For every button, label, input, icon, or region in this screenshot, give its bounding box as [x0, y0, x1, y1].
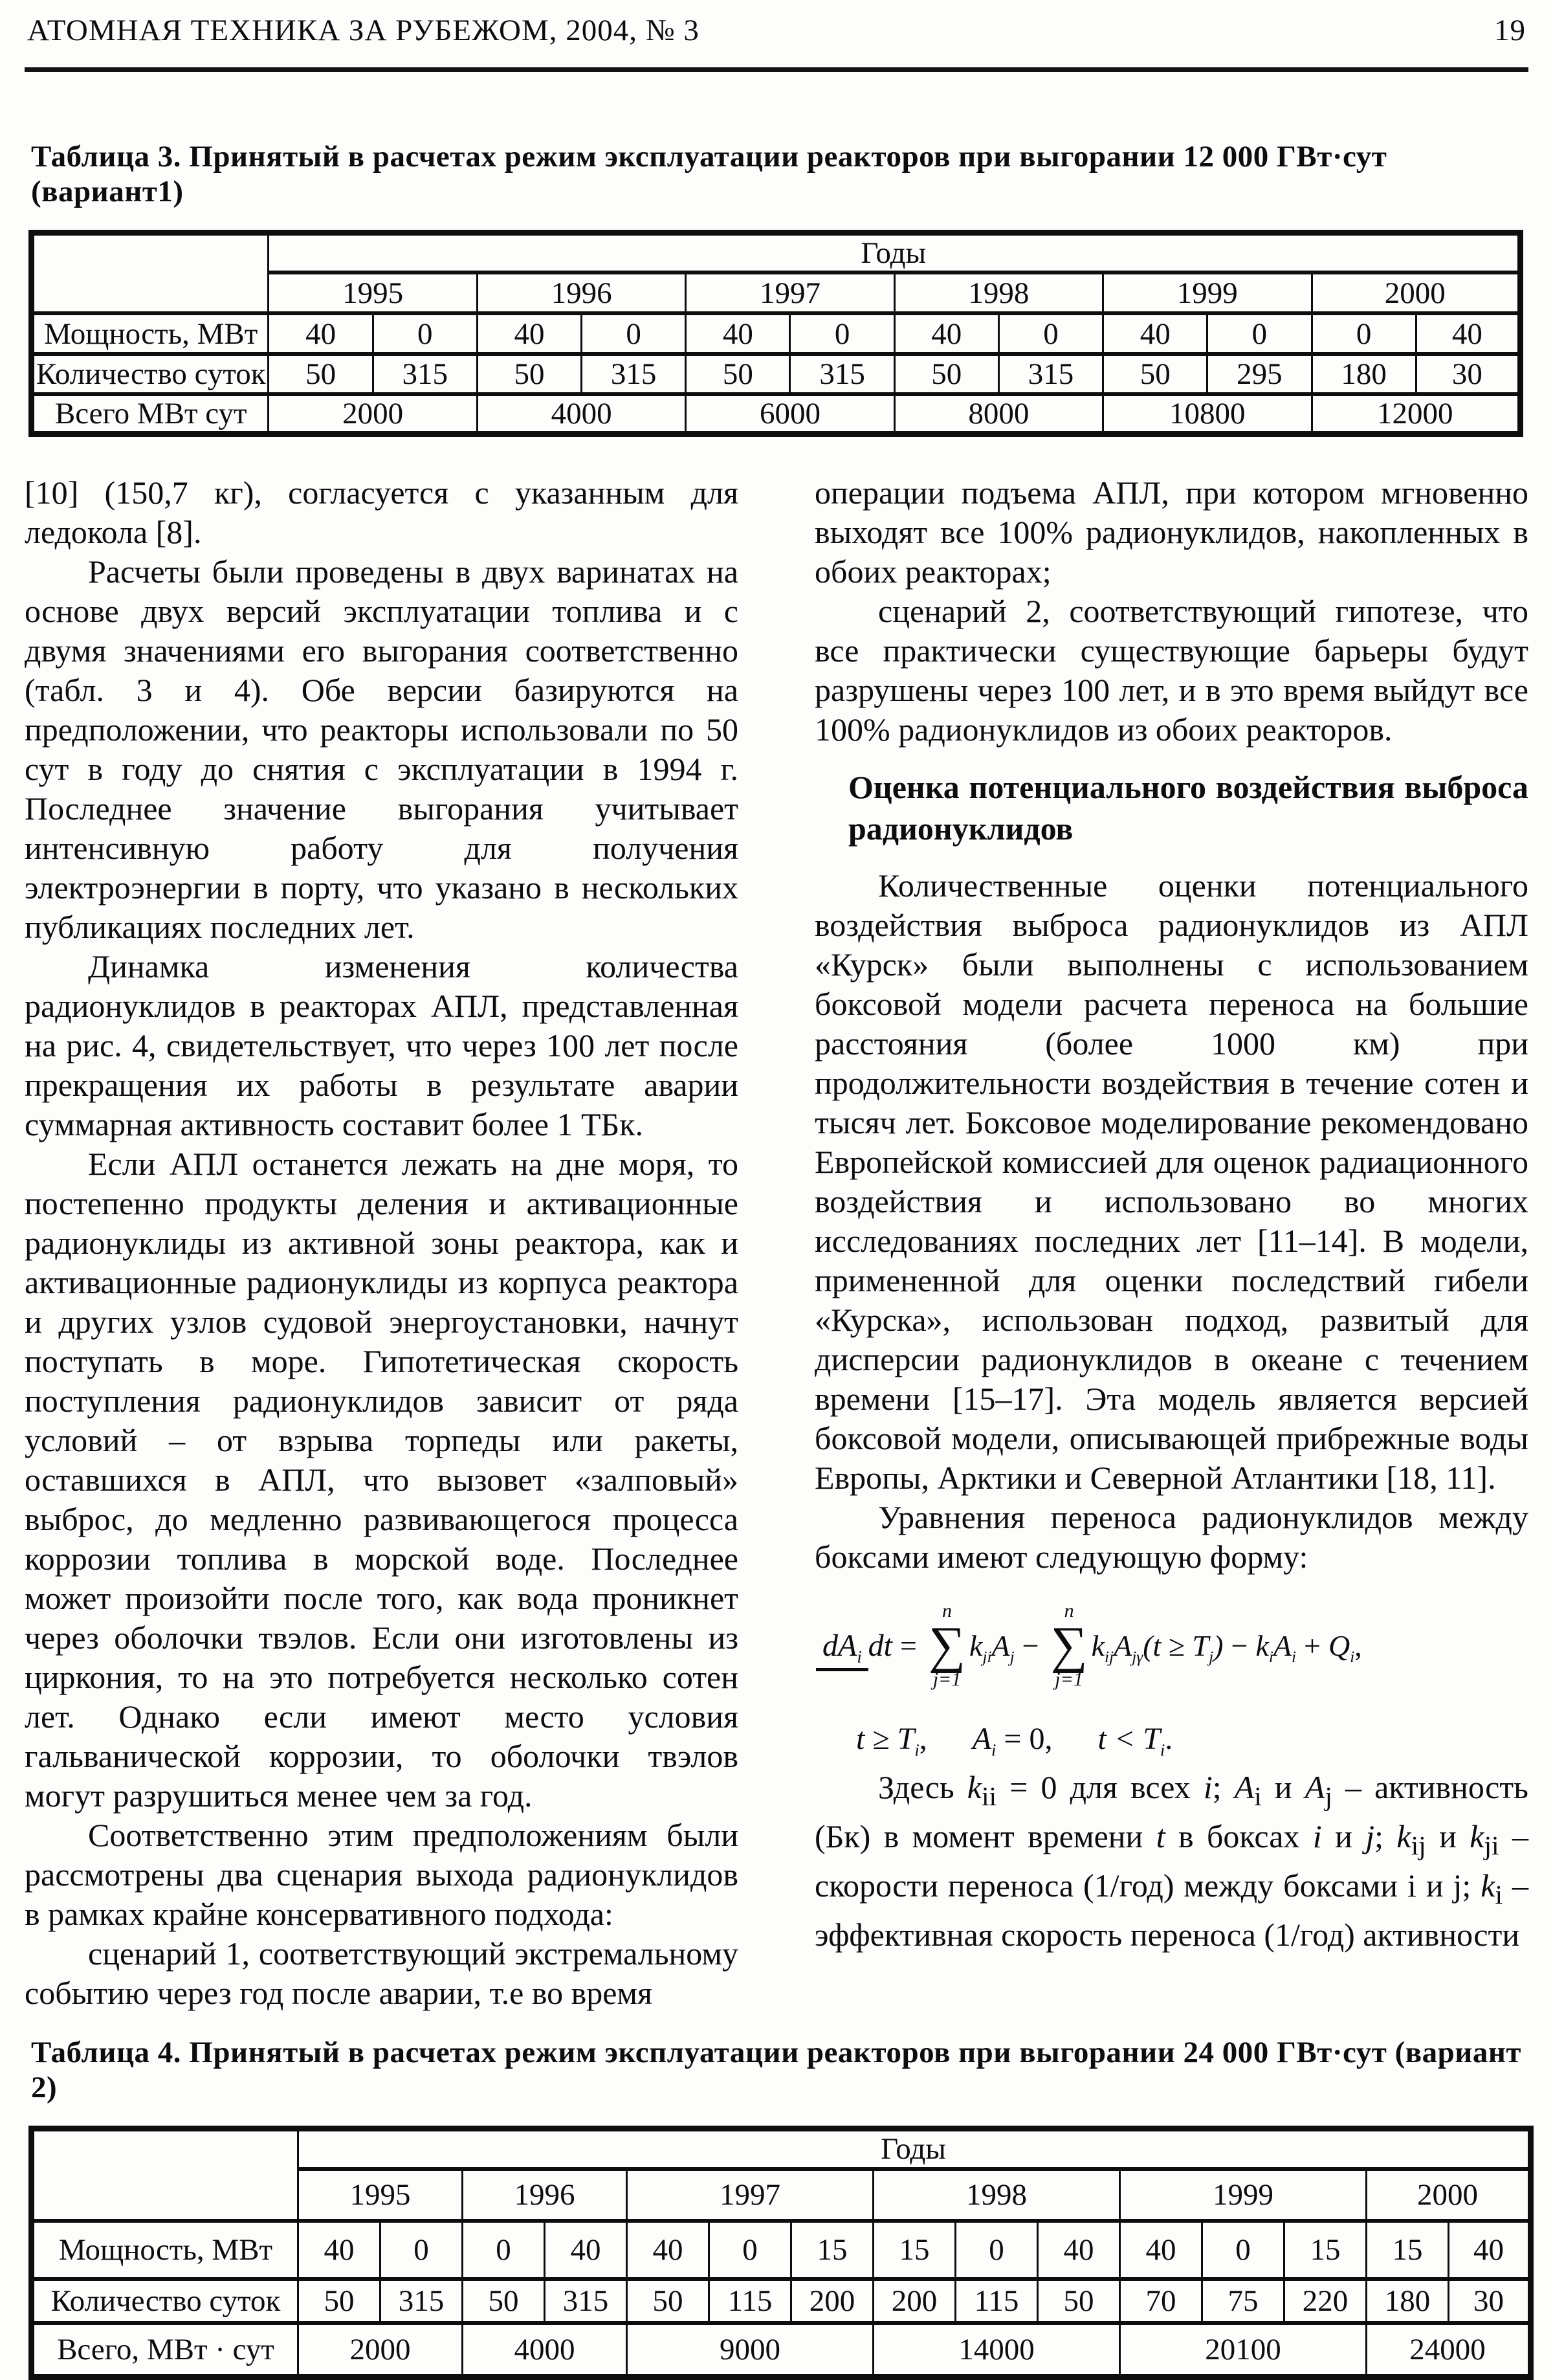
table-cell: 40 — [298, 2221, 380, 2279]
equation-line-1 — [816, 1601, 1528, 1689]
term-kij-ajy: $k_{ij}A_{j\gamma}$ — [1091, 1629, 1143, 1666]
table-cell: 40 — [1416, 313, 1520, 354]
page-number: 19 — [1494, 14, 1526, 47]
table-cell: 8000 — [894, 394, 1103, 434]
table-cell: 2000 — [269, 394, 477, 434]
table-cell: 0 — [373, 313, 477, 354]
table-cell: 0 — [709, 2221, 791, 2279]
row-label: Количество суток — [32, 2279, 298, 2323]
row-label: Количество суток — [32, 354, 269, 394]
table-row — [32, 2221, 1531, 2279]
table-cell: 15 — [874, 2221, 956, 2279]
year-cell: 1999 — [1103, 272, 1312, 313]
minus-sign: − — [1231, 1629, 1248, 1662]
table-cell: 40 — [1449, 2221, 1531, 2279]
table-cell: 30 — [1416, 354, 1520, 394]
table-row — [32, 2279, 1531, 2323]
sum-operator: n ∑ j=1 — [928, 1600, 965, 1690]
term-ki-ai: $k_iA_i$ — [1255, 1629, 1297, 1666]
paragraph: Расчеты были проведены в двух варинатах на основе двух версий эксплуатации топлива и с двумя значениями его выгорания соответственно (табл. 3 и 4). Обе версии базируются на предположении, что реакторы использовали по 50 сут в году до снятия с эксплуатации в 1994 г. Последнее значение выгорания учитывает интенсивную работу для получения электроэнергии в порту, что указано в нескольких публикациях последних лет. — [25, 553, 738, 945]
paragraph: Количественные оценки потенциального воздействия выброса радионуклидов из АПЛ «Курск» были выполнены с использованием боксовой модели расчета переноса на большие расстояния (более 1000 км) при продолжительности воздействия в течение сотен и тысяч лет. Боксовое моделирование рекомендовано Европейской комиссией для оценок радиационного воздействия и использовано во многих исследованиях последних лет [11–14]. В модели, примененной для оценки последствий гибели «Курска», использован подход, развитый для дисперсии радионуклидов в океане с течением времени [15–17]. Эта модель является версией боксовой модели, описывающей прибрежные воды Европы, Арктики и Северной Атлантики [18, 11]. — [815, 867, 1528, 1496]
table-cell: 50 — [298, 2279, 380, 2323]
table-cell: 0 — [956, 2221, 1038, 2279]
table-cell: 40 — [477, 313, 581, 354]
journal-title: АТОМНАЯ ТЕХНИКА ЗА РУБЕЖОМ, 2004, № 3 — [27, 14, 699, 47]
year-cell: 2000 — [1367, 2169, 1531, 2221]
row-label: Мощность, МВт — [32, 313, 269, 354]
table-row — [32, 313, 1521, 354]
years-header-cell: Годы — [298, 2129, 1531, 2169]
condition-term: $(t \ge T_j)$ — [1143, 1629, 1224, 1666]
table-cell: 180 — [1312, 354, 1416, 394]
table-cell: 40 — [1103, 313, 1207, 354]
table-cell: 24000 — [1367, 2323, 1531, 2377]
table-cell: 220 — [1284, 2279, 1367, 2323]
year-cell: 1996 — [463, 2169, 627, 2221]
table-row — [32, 233, 1521, 273]
table-cell: 50 — [269, 354, 373, 394]
table-cell: 9000 — [627, 2323, 874, 2377]
table-corner-cell — [32, 2129, 298, 2221]
article-body — [25, 473, 1528, 2013]
table-cell: 12000 — [1312, 394, 1521, 434]
table4 — [28, 2126, 1534, 2380]
paragraph-with-variables: Здесь $k_{ii} = 0$ для всех i; $A_i$ и $A_j$ – активность (Бк) в момент времени t в боксах i и j; $k_{ij}$ и $k_{ji}$ – скорости переноса (1/год) между боксами i и j; $k_i$ – эффективная скорость переноса (1/год) активности — [815, 1769, 1529, 1953]
table-cell: 10800 — [1103, 394, 1312, 434]
table-cell: 70 — [1120, 2279, 1202, 2323]
table-cell: 30 — [1449, 2279, 1531, 2323]
year-cell: 1996 — [477, 272, 685, 313]
paragraph: операции подъема АПЛ, при котором мгновенно выходят все 100% радионуклидов, накопленных в обоих реакторах; — [815, 474, 1528, 590]
table-cell: 50 — [1103, 354, 1207, 394]
paragraph: Если АПЛ останется лежать на дне моря, то постепенно продукты деления и активационные радионуклиды из активной зоны реактора, как и активационные радионуклиды из корпуса реактора и других узлов судовой энергоустановки, начнут поступать в море. Гипотетическая скорость поступления радионуклидов зависит от ряда условий – от взрыва торпеды или ракеты, оставшихся в АПЛ, что вызовет «залповый» выброс, до медленно развивающегося процесса коррозии топлива в морской воде. Последнее может произойти после того, как вода проникнет через оболочки твэлов. Если они изготовлены из циркония, то на это потребуется несколько сотен лет. Однако если имеют место условия гальванической коррозии, то оболочки твэлов могут разрушиться менее чем за год. — [25, 1146, 738, 1814]
table3-title: Таблица 3. Принятый в расчетах режим эксплуатации реакторов при выгорании 12 000 ГВт·сут (вариант1) — [31, 140, 1387, 208]
equation-line-2: $t \ge T_i$, $A_i = 0$, $t < T_i$. — [856, 1722, 1173, 1760]
year-cell: 1997 — [627, 2169, 874, 2221]
table-cell: 0 — [1207, 313, 1312, 354]
plus-sign: + — [1304, 1629, 1321, 1662]
table-row — [32, 354, 1521, 394]
table-cell: 4000 — [463, 2323, 627, 2377]
table-row — [32, 2129, 1531, 2169]
table4-title: Таблица 4. Принятый в расчетах режим эксплуатации реакторов при выгорании 24 000 ГВт·сут (вариант 2) — [31, 2036, 1522, 2104]
table3 — [28, 230, 1523, 437]
table-cell: 40 — [686, 313, 790, 354]
year-cell: 2000 — [1312, 272, 1521, 313]
table-cell: 115 — [709, 2279, 791, 2323]
minus-sign: − — [1022, 1629, 1039, 1662]
table-cell: 315 — [582, 354, 686, 394]
table-cell: 0 — [998, 313, 1103, 354]
table-cell: 20100 — [1120, 2323, 1367, 2377]
table-cell: 6000 — [686, 394, 894, 434]
table-cell: 50 — [686, 354, 790, 394]
year-cell: 1995 — [298, 2169, 463, 2221]
table-cell: 115 — [956, 2279, 1038, 2323]
equals-sign: = — [900, 1629, 917, 1662]
table-cell: 40 — [627, 2221, 709, 2279]
year-cell: 1998 — [874, 2169, 1120, 2221]
year-cell: 1995 — [269, 272, 477, 313]
paragraph: сценарий 1, соответствующий экстремальному событию через год после аварии, т.е во время — [25, 1935, 738, 2011]
table-cell: 50 — [627, 2279, 709, 2323]
row-label: Всего, МВт · сут — [32, 2323, 298, 2377]
table-cell: 0 — [1202, 2221, 1284, 2279]
table-cell: 50 — [1038, 2279, 1120, 2323]
paragraph: [10] (150,7 кг), согласуется с указанным для ледокола [8]. — [25, 474, 738, 550]
table-cell: 315 — [998, 354, 1103, 394]
transport-equation — [816, 1601, 1528, 1759]
table-cell: 75 — [1202, 2279, 1284, 2323]
table-cell: 315 — [790, 354, 894, 394]
paragraph: Уравнения переноса радионуклидов между боксами имеют следующую форму: — [815, 1499, 1528, 1575]
table-row — [32, 394, 1521, 434]
paragraph: сценарий 2, соответствующий гипотезе, что все практически существующие барьеры будут разрушены через 100 лет, и в это время выйдут все 100% радионуклидов из обоих реакторов. — [815, 593, 1528, 748]
table-cell: 40 — [545, 2221, 627, 2279]
table-cell: 315 — [373, 354, 477, 394]
table-cell: 0 — [582, 313, 686, 354]
table-cell: 200 — [874, 2279, 956, 2323]
table-cell: 14000 — [874, 2323, 1120, 2377]
year-cell: 1997 — [686, 272, 894, 313]
table-cell: 0 — [1312, 313, 1416, 354]
table-cell: 4000 — [477, 394, 685, 434]
year-cell: 1998 — [894, 272, 1103, 313]
table-cell: 50 — [477, 354, 581, 394]
table-row — [32, 2323, 1531, 2377]
table-cell: 40 — [1120, 2221, 1202, 2279]
table-corner-cell — [32, 233, 269, 314]
left-column — [25, 473, 738, 2013]
table-cell: 0 — [380, 2221, 463, 2279]
table-cell: 15 — [1284, 2221, 1367, 2279]
table-cell: 40 — [269, 313, 373, 354]
paragraph: Соответственно этим предположениям были рассмотрены два сценария выхода радионуклидов в рамках крайне консервативного подхода: — [25, 1817, 738, 1932]
year-cell: 1999 — [1120, 2169, 1367, 2221]
derivative-fraction: $dA_i$ dt — [816, 1626, 892, 1665]
sum-operator: n ∑ j=1 — [1050, 1600, 1088, 1690]
table-cell: 0 — [790, 313, 894, 354]
table-cell: 15 — [791, 2221, 874, 2279]
table-cell: 200 — [791, 2279, 874, 2323]
page-header — [25, 13, 1528, 48]
years-header-cell: Годы — [269, 233, 1521, 273]
table-cell: 180 — [1367, 2279, 1449, 2323]
table-cell: 295 — [1207, 354, 1312, 394]
table-cell: 2000 — [298, 2323, 463, 2377]
paragraph: Динамка изменения количества радионуклидов в реакторах АПЛ, представленная на рис. 4, свидетельствует, что через 100 лет после прекращения их работы в результате аварии суммарная активность составит более 1 ТБк. — [25, 948, 738, 1142]
row-label: Всего МВт сут — [32, 394, 269, 434]
table-cell: 50 — [894, 354, 998, 394]
table-cell: 315 — [380, 2279, 463, 2323]
table-cell: 15 — [1367, 2221, 1449, 2279]
term-kji-aj: $k_{ji}A_j$ — [969, 1629, 1015, 1666]
table-cell: 0 — [463, 2221, 545, 2279]
table-cell: 40 — [894, 313, 998, 354]
table-cell: 40 — [1038, 2221, 1120, 2279]
row-label: Мощность, МВт — [32, 2221, 298, 2279]
table-cell: 50 — [463, 2279, 545, 2323]
section-heading: Оценка потенциального воздействия выброса радионуклидов — [848, 769, 1528, 847]
table-cell: 315 — [545, 2279, 627, 2323]
header-rule — [25, 67, 1528, 72]
right-column — [815, 473, 1528, 2013]
term-qi: $Q_i$, — [1328, 1629, 1362, 1666]
